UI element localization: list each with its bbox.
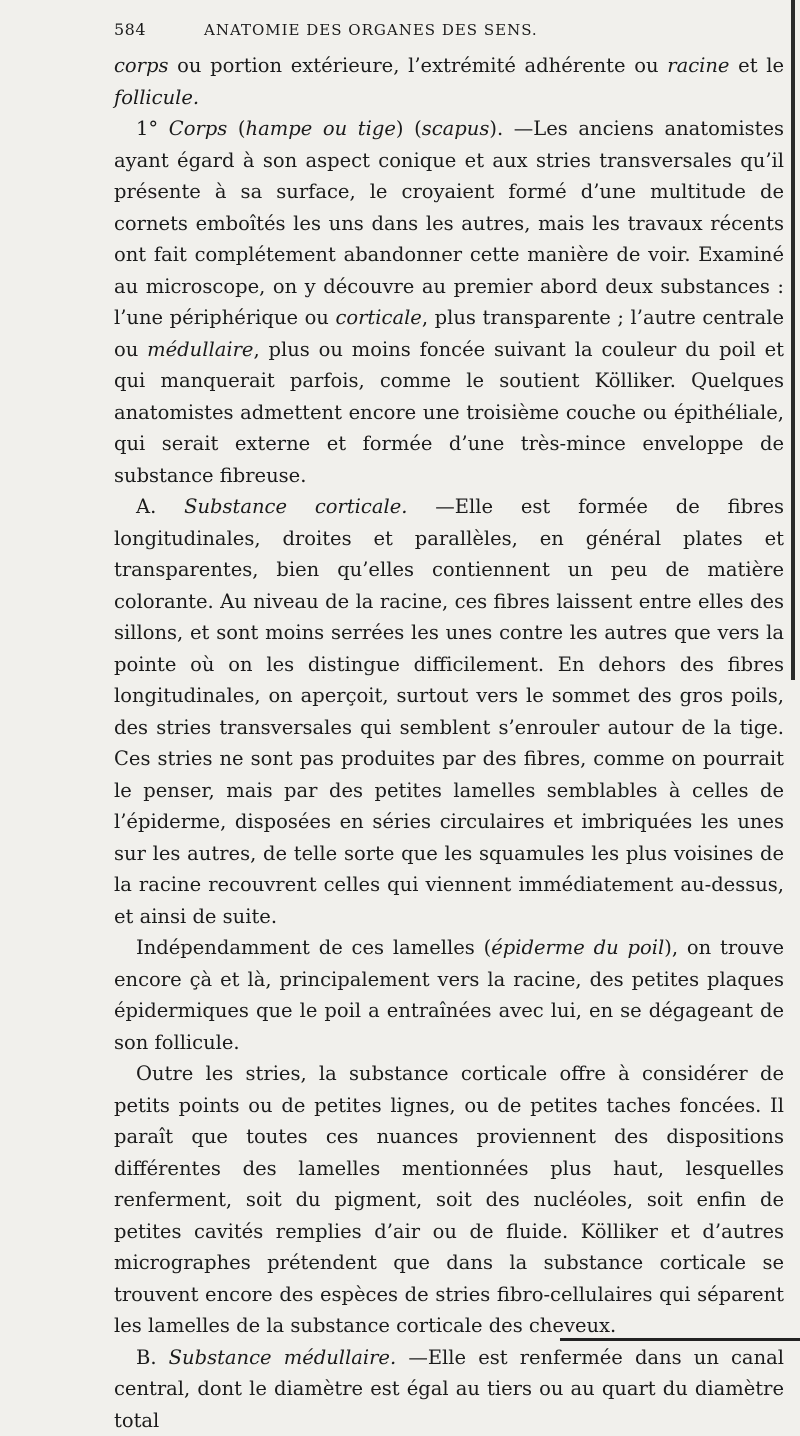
paragraph — [114, 932, 784, 1058]
page-body — [114, 50, 784, 1436]
text-run: 1° — [136, 117, 169, 140]
italic-text: hampe ou tige — [246, 117, 396, 140]
italic-text: corticale — [335, 306, 421, 329]
text-run: , plus ou moins foncée suivant la couleur du poil et qui manquerait parfois, comme le soutient Kölliker. Quelques anatomistes admettent encore une troisième couche ou épithéliale, qui serait externe et formée d’une très-mince enveloppe de substance fibreuse. — [114, 338, 784, 487]
italic-text: corps — [114, 54, 168, 77]
text-run: Outre les stries, la substance corticale offre à considérer de petits points ou de petites lignes, ou de petites taches foncées. Il paraît que toutes ces nuances proviennent des dispositions différentes des lamelles mentionnées plus haut, lesquelles renferment, soit du pigment, soit des nucléoles, soit enfin de petites cavités remplies d’air ou de fluide. Kölliker et d’autres micrographes prétendent que dans la substance corticale se trouvent encore des espèces de stries fibro-cellulaires qui séparent les lamelles de la substance corticale des cheveux. — [114, 1062, 784, 1337]
text-run: Indépendamment de ces lamelles ( — [136, 936, 491, 959]
text-run: —Elle est formée de fibres longitudinales, droites et parallèles, en général plates et transparentes, bien qu’elles contiennent un peu de matière colorante. Au niveau de la racine, ces fibres laissent entre elles des sillons, et sont moins serrées les unes contre les autres que vers la pointe où on les distingue difficilement. En dehors des fibres longitudinales, on aperçoit, surtout vers le sommet des gros poils, des stries transversales qui semblent s’enrouler autour de la tige. Ces stries ne sont pas produites par des fibres, comme on pourrait le penser, mais par des petites lamelles semblables à celles de l’épiderme, disposées en séries circulaires et imbriquées les unes sur les autres, de telle sorte que les squamules les plus voisines de la racine recouvrent celles qui viennent immédiatement au-dessus, et ainsi de suite. — [114, 495, 784, 928]
text-run: et le — [729, 54, 784, 77]
text-run: B. — [136, 1346, 169, 1369]
text-run: ). —Les anciens anatomistes ayant égard à son aspect conique et aux stries transversales qu’il présente à sa surface, le croyaient formé d’une multitude de cornets emboîtés les uns dans les autres, mais les travaux récents ont fait complétement abandonner cette manière de voir. Examiné au microscope, on y découvre au premier abord deux substances : l’une périphérique ou — [114, 117, 784, 329]
running-header — [114, 20, 784, 50]
text-run: ou portion extérieure, l’extrémité adhérente ou — [168, 54, 667, 77]
text-run: A. — [136, 495, 184, 518]
paragraph — [114, 113, 784, 491]
text-run: ) ( — [396, 117, 422, 140]
italic-text: racine — [667, 54, 729, 77]
text-run: —Elle est renfermée dans un canal central, dont le diamètre est égal au tiers ou au quart du diamètre total — [114, 1346, 784, 1432]
italic-text: médullaire — [147, 338, 253, 361]
text-run: ( — [227, 117, 245, 140]
italic-text: Substance corticale. — [184, 495, 407, 518]
text-run: , plus transparente ; l’autre centrale ou — [114, 306, 784, 361]
italic-text: Corps — [169, 117, 227, 140]
italic-text: follicule. — [114, 86, 199, 109]
paragraph — [114, 1342, 784, 1436]
paragraph — [114, 50, 784, 113]
italic-text: épiderme du poil — [491, 936, 664, 959]
paragraph — [114, 491, 784, 932]
page-number: 584 — [114, 20, 194, 39]
book-page — [114, 20, 784, 1436]
running-title: ANATOMIE DES ORGANES DES SENS. — [204, 21, 538, 39]
italic-text: Substance médullaire. — [169, 1346, 397, 1369]
text-run: ), on trouve encore çà et là, principalement vers la racine, des petites plaques épidermiques que le poil a entraînées avec lui, en se dégageant de son follicule. — [114, 936, 784, 1054]
page-edge-rule — [791, 0, 795, 680]
paragraph — [114, 1058, 784, 1342]
italic-text: scapus — [422, 117, 490, 140]
